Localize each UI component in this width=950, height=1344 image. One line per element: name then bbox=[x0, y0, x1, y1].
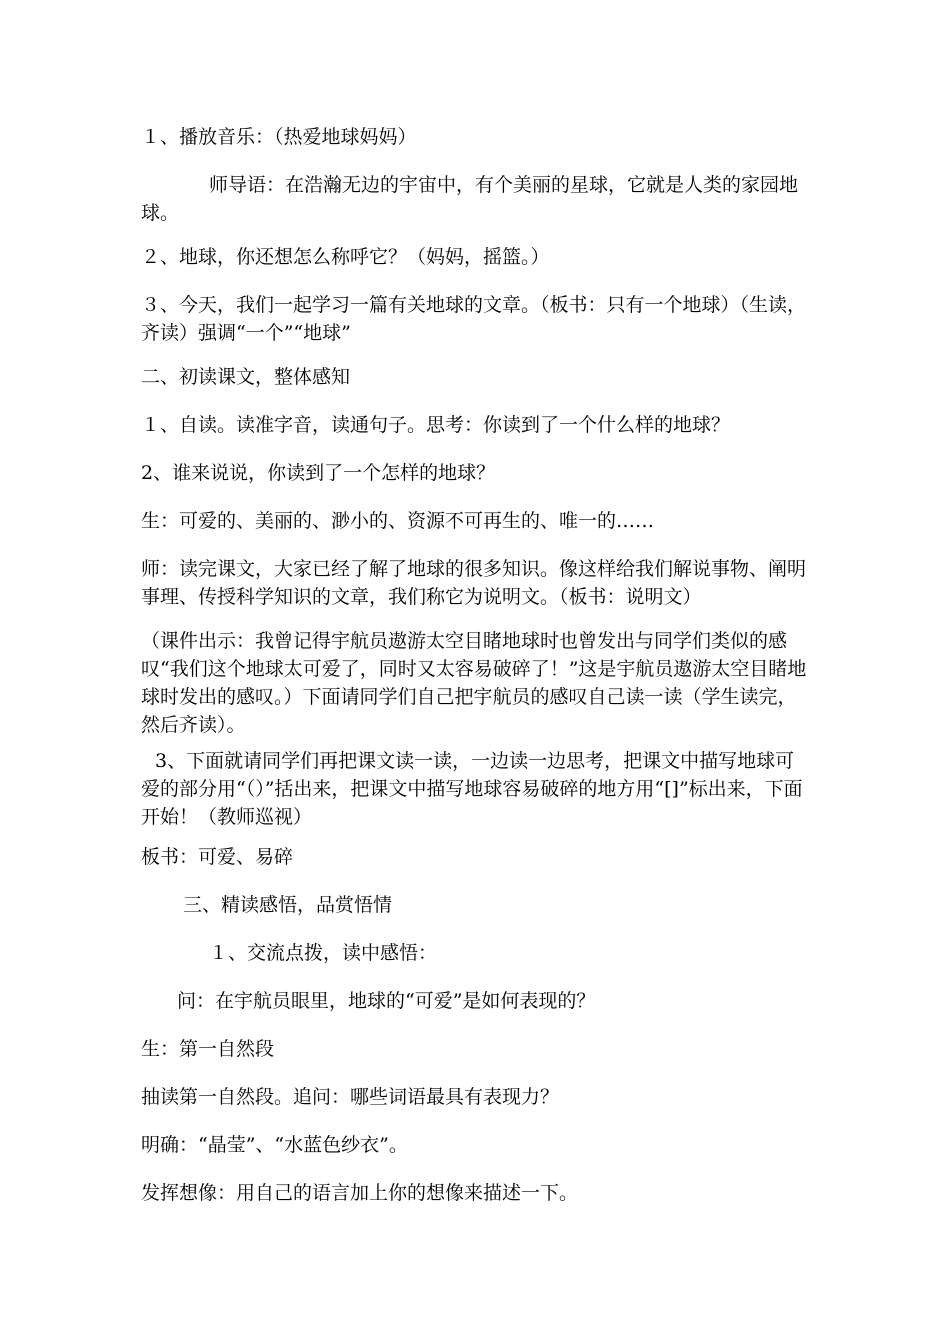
paragraph-question-lovely: 问：在宇航员眼里，地球的“可爱”是如何表现的？ bbox=[177, 990, 596, 1012]
paragraph-student-answer: 生：可爱的、美丽的、渺小的、资源不可再生的、唯一的…… bbox=[141, 510, 655, 532]
paragraph-courseware-display: （课件出示：我曾记得宇航员遨游太空目睹地球时也曾发出与同学们类似的感叹“我们这个地球太可爱了，同时又太容易破碎了！”这是宇航员遨游太空目睹地球时发出的感叹。）下面请同学们自己把宇航员的感叹自己读一读（学生读完，然后齐读）。 bbox=[141, 630, 807, 736]
paragraph-self-reading: １、自读。读准字音，读通句子。思考：你读到了一个什么样的地球？ bbox=[141, 414, 731, 436]
paragraph-exchange-guidance: １、交流点拨，读中感悟： bbox=[209, 942, 438, 964]
paragraph-who-will-say: 2、谁来说说，你读到了一个怎样的地球？ bbox=[141, 462, 496, 484]
paragraph-read-again: 3、下面就请同学们再把课文读一读，一边读一边思考，把课文中描写地球可爱的部分用“（）”括出来，把课文中描写地球容易破碎的地方用“[]”标出来，下面开始！（教师巡视） bbox=[141, 750, 803, 828]
section-heading-intensive-reading: 三、精读感悟，品赏悟情 bbox=[183, 894, 393, 916]
section-heading-first-reading: 二、初读课文，整体感知 bbox=[141, 366, 351, 388]
paragraph-today-we-learn: ３、今天，我们一起学习一篇有关地球的文章。（板书：只有一个地球）（生读，齐读）强调“一个”“地球” bbox=[141, 294, 807, 344]
paragraph-blackboard-lovely-fragile: 板书：可爱、易碎 bbox=[141, 846, 294, 868]
paragraph-what-else-call-it: ２、地球，你还想怎么称呼它？（妈妈，摇篮。） bbox=[141, 246, 550, 268]
paragraph-play-music: １、播放音乐：（热爱地球妈妈） bbox=[141, 126, 417, 148]
paragraph-follow-up-question: 抽读第一自然段。追问：哪些词语最具有表现力？ bbox=[141, 1086, 560, 1108]
paragraph-student-first-section: 生：第一自然段 bbox=[141, 1038, 275, 1060]
paragraph-clarify-words: 明确：“晶莹”、“水蓝色纱衣”。 bbox=[141, 1134, 408, 1156]
paragraph-teacher-expository: 师：读完课文，大家已经了解了地球的很多知识。像这样给我们解说事物、阐明事理、传授科学知识的文章，我们称它为说明文。（板书：说明文） bbox=[141, 558, 807, 608]
paragraph-imagination: 发挥想像：用自己的语言加上你的想像来描述一下。 bbox=[141, 1182, 579, 1204]
paragraph-teacher-intro: 师导语：在浩瀚无边的宇宙中，有个美丽的星球，它就是人类的家园地球。 bbox=[141, 174, 799, 224]
